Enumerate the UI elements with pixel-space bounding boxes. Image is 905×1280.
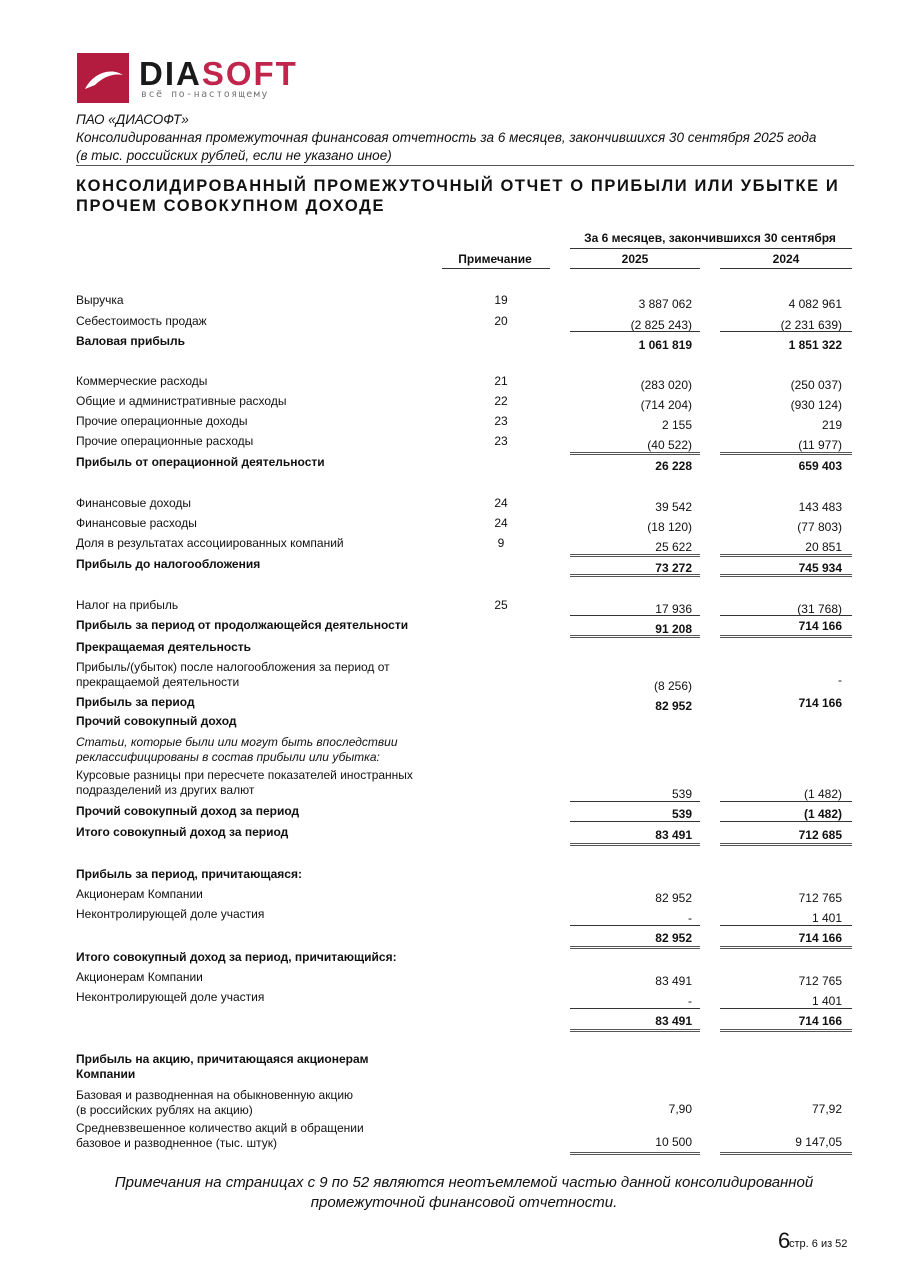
header-divider	[76, 165, 854, 166]
company-name: ПАО «ДИАСОФТ»	[76, 112, 189, 127]
subtotal-rule	[720, 801, 852, 802]
subtotal-rule	[570, 801, 700, 802]
subtotal-rule	[570, 615, 700, 616]
title-line-1: КОНСОЛИДИРОВАННЫЙ ПРОМЕЖУТОЧНЫЙ ОТЧЕТ О ПРИБЫЛИ ИЛИ УБЫТКЕ И	[76, 177, 840, 195]
table-row: Прибыль/(убыток) после налогообложения за период от прекращаемой деятельности (8 256) -	[76, 660, 842, 693]
logo-mark-icon	[77, 53, 129, 103]
total-rule	[570, 1029, 700, 1032]
subtotal-rule	[720, 331, 852, 332]
units-note: (в тыс. российских рублей, если не указано иное)	[76, 148, 392, 163]
total-rule	[720, 843, 852, 846]
subtotal-rule	[570, 1008, 700, 1009]
subtotal-rule	[720, 554, 852, 557]
report-description: Консолидированная промежуточная финансовая отчетность за 6 месяцев, закончившихся 30 сентября 2025 года	[76, 130, 817, 145]
year-2024-header: 2024	[772, 252, 800, 266]
note-header-rule	[442, 268, 550, 269]
subtotal-rule	[570, 821, 700, 822]
total-rule	[720, 635, 852, 638]
table-row: Курсовые разницы при пересчете показателей иностранных подразделений из других валют 539 (1 482)	[76, 768, 842, 801]
title-line-2: ПРОЧЕМ СОВОКУПНОМ ДОХОДЕ	[76, 197, 386, 215]
total-rule	[570, 635, 700, 638]
subsection-note: Статьи, которые были или могут быть впоследствии реклассифицированы в состав прибыли или убытка:	[76, 735, 398, 764]
total-rule	[720, 946, 852, 949]
subtotal-rule	[720, 452, 852, 455]
table-row: Средневзвешенное количество акций в обращении базовое и разводненное (тыс. штук) 10 500 9 147,05	[76, 1121, 842, 1150]
total-rule	[720, 574, 852, 577]
subtotal-rule	[570, 452, 700, 455]
page-title	[76, 176, 866, 216]
logo-tagline: всё по-настоящему	[141, 89, 269, 100]
subtotal-rule	[570, 925, 700, 926]
period-rule	[570, 248, 852, 249]
logo-wordmark: DIASOFT	[139, 55, 298, 92]
subtotal-rule	[720, 925, 852, 926]
table-row: Базовая и разводненная на обыкновенную акцию (в российских рублях на акцию) 7,90 77,92	[76, 1088, 842, 1117]
total-rule	[570, 843, 700, 846]
period-header: За 6 месяцев, закончившихся 30 сентября	[584, 231, 836, 245]
section-heading: Прибыль на акцию, причитающаяся акционерам Компании	[76, 1052, 369, 1081]
subtotal-rule	[570, 554, 700, 557]
total-rule	[570, 574, 700, 577]
page-number: 6	[778, 1228, 791, 1253]
y2-header-rule	[720, 268, 852, 269]
total-rule	[720, 1152, 852, 1155]
total-rule	[720, 1029, 852, 1032]
note-column-header: Примечание	[458, 252, 532, 266]
diasoft-logo	[77, 53, 307, 103]
footer-line-1: Примечания на страницах с 9 по 52 являются неотъемлемой частью данной консолидированной	[114, 1174, 814, 1191]
document-header	[76, 111, 854, 165]
total-rule	[570, 946, 700, 949]
footer-note	[76, 1173, 852, 1213]
total-rule	[570, 1152, 700, 1155]
subtotal-rule	[570, 331, 700, 332]
subtotal-rule	[720, 821, 852, 822]
page-counter: стр. 6 из 52	[789, 1238, 848, 1250]
subtotal-rule	[720, 1008, 852, 1009]
subtotal-rule	[720, 615, 852, 616]
y1-header-rule	[570, 268, 700, 269]
footer-line-2: промежуточной финансовой отчетности.	[310, 1194, 618, 1211]
year-2025-header: 2025	[621, 252, 649, 266]
